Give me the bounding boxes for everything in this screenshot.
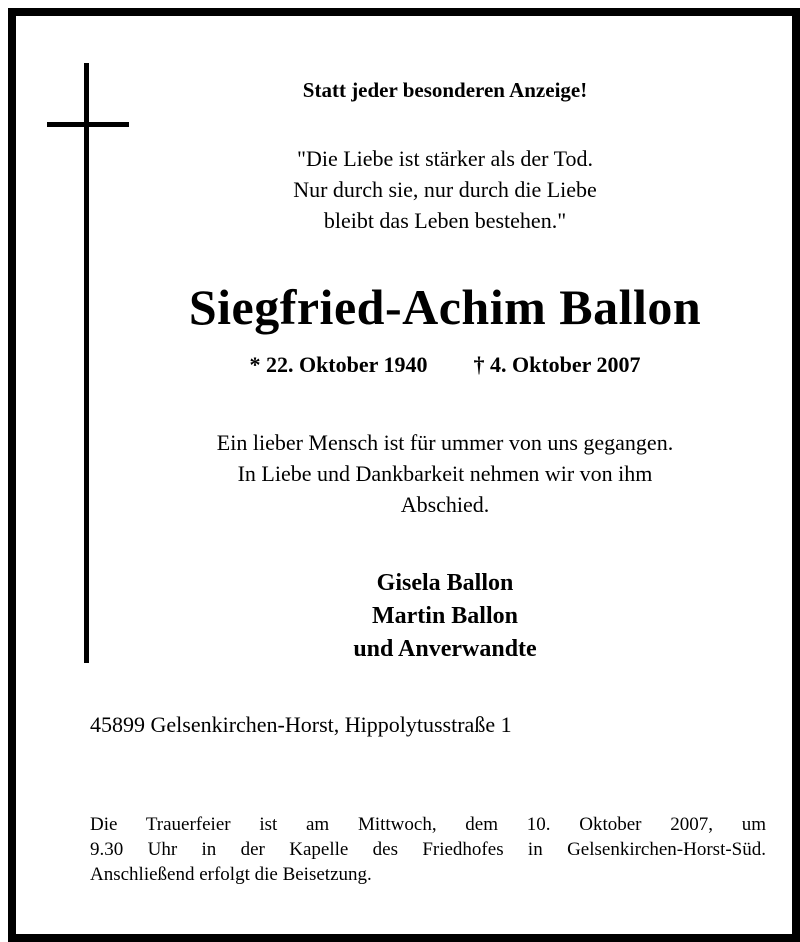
message-line: In Liebe und Dankbarkeit nehmen wir von ihm xyxy=(237,461,653,486)
signer: Gisela Ballon xyxy=(376,570,514,596)
funeral-notice xyxy=(90,812,766,887)
quote-line: bleibt das Leben bestehen." xyxy=(323,208,567,233)
signers xyxy=(90,567,800,666)
quote-line: Nur durch sie, nur durch die Liebe xyxy=(293,177,597,202)
signer: Martin Ballon xyxy=(371,603,518,629)
funeral-line: Die Trauerfeier ist am Mittwoch, dem 10. Oktober 2007, um xyxy=(90,814,766,835)
farewell-message xyxy=(90,427,800,520)
quote xyxy=(90,143,800,236)
address: 45899 Gelsenkirchen-Horst, Hippolytusstraße 1 xyxy=(90,712,512,737)
funeral-line: Anschließend erfolgt die Beisetzung. xyxy=(90,864,372,885)
deceased-name: Siegfried-Achim Ballon xyxy=(188,279,702,335)
funeral-line: 9.30 Uhr in der Kapelle des Friedhofes in Gelsenkirchen-Horst-Süd. xyxy=(90,839,766,860)
signer: und Anverwandte xyxy=(353,636,537,662)
message-line: Abschied. xyxy=(400,492,490,517)
death-date: † 4. Oktober 2007 xyxy=(473,352,641,377)
birth-date: * 22. Oktober 1940 xyxy=(249,352,428,377)
message-line: Ein lieber Mensch ist für ummer von uns gegangen. xyxy=(216,430,674,455)
life-dates xyxy=(90,352,800,378)
quote-line: "Die Liebe ist stärker als der Tod. xyxy=(296,146,593,171)
cross-icon xyxy=(84,63,89,663)
intro-heading: Statt jeder besonderen Anzeige! xyxy=(302,78,588,102)
cross-icon-bar xyxy=(47,122,129,127)
